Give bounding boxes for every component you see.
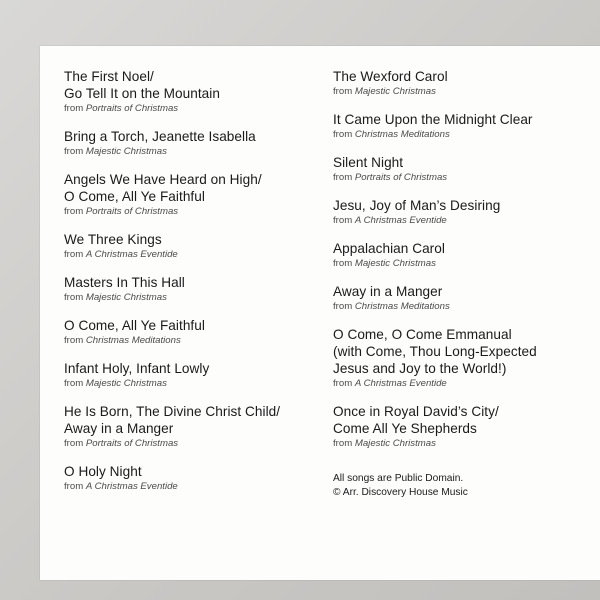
track-title [64,403,334,437]
track-title-line: Away in a Manger [64,421,174,436]
track-list-right-entries [333,68,593,450]
album-name: Majestic Christmas [354,86,436,97]
track-title-line: We Three Kings [64,232,162,247]
album-name: Portraits of Christmas [85,438,179,449]
track-source [64,377,334,390]
source-prefix: from [333,215,353,226]
track-title [64,231,334,248]
track-title-line: Jesu, Joy of Man’s Desiring [333,198,501,213]
track-title-line: (with Come, Thou Long-Expected [333,344,537,359]
track-title-line: It Came Upon the Midnight Clear [333,112,533,127]
arrangement-credit: © Arr. Discovery House Music [333,487,468,498]
track-title-line: Come All Ye Shepherds [333,421,477,436]
source-prefix: from [64,335,84,346]
track-entry [64,231,334,261]
track-title-line: Go Tell It on the Mountain [64,86,220,101]
track-entry [333,283,593,313]
source-prefix: from [64,292,84,303]
source-prefix: from [333,378,353,389]
source-prefix: from [64,206,84,217]
album-name: Majestic Christmas [85,292,167,303]
track-source [64,334,334,347]
track-source [333,437,593,450]
track-title [333,403,593,437]
track-title [64,128,334,145]
track-source [64,205,334,218]
album-name: Portraits of Christmas [85,103,179,114]
track-source [64,145,334,158]
liner-notes-page [40,46,600,580]
track-entry [333,68,593,98]
track-list-left [64,68,334,506]
track-title-line: Jesus and Joy to the World!) [333,361,507,376]
track-source [333,171,593,184]
track-title [64,360,334,377]
track-entry [64,171,334,218]
source-prefix: from [64,103,84,114]
track-title-line: O Come, All Ye Faithful [64,189,205,204]
track-source [64,291,334,304]
source-prefix: from [333,301,353,312]
track-entry [64,360,334,390]
track-entry [333,111,593,141]
track-source [333,85,593,98]
track-entry [64,274,334,304]
album-name: Majestic Christmas [85,146,167,157]
track-title-line: O Holy Night [64,464,142,479]
album-name: A Christmas Eventide [354,215,447,226]
track-entry [64,128,334,158]
album-name: Christmas Meditations [354,129,450,140]
track-title-line: Infant Holy, Infant Lowly [64,361,210,376]
track-title [333,68,593,85]
track-title-line: Silent Night [333,155,404,170]
track-title [333,326,593,377]
track-entry [333,197,593,227]
track-title-line: O Come, O Come Emmanual [333,327,512,342]
album-name: Portraits of Christmas [85,206,179,217]
track-title-line: Bring a Torch, Jeanette Isabella [64,129,256,144]
track-title-line: Appalachian Carol [333,241,445,256]
track-title [333,154,593,171]
track-title [64,463,334,480]
track-source [64,248,334,261]
album-name: A Christmas Eventide [354,378,447,389]
track-source [64,437,334,450]
public-domain-note: All songs are Public Domain. [333,473,464,484]
album-name: Christmas Meditations [354,301,450,312]
track-source [333,128,593,141]
track-title-line: He Is Born, The Divine Christ Child/ [64,404,281,419]
credits-notes [333,472,593,500]
album-name: Portraits of Christmas [354,172,448,183]
track-title-line: The Wexford Carol [333,69,448,84]
track-source [64,102,334,115]
track-title-line: The First Noel/ [64,69,154,84]
track-entry [64,317,334,347]
track-title-line: Once in Royal David’s City/ [333,404,499,419]
track-title-line: Angels We Have Heard on High/ [64,172,262,187]
album-name: Majestic Christmas [354,438,436,449]
track-entry [333,326,593,390]
track-title [333,283,593,300]
track-list-right [333,68,593,500]
track-source [333,257,593,270]
source-prefix: from [333,172,353,183]
source-prefix: from [64,481,84,492]
track-source [333,377,593,390]
track-entry [333,240,593,270]
album-name: Majestic Christmas [354,258,436,269]
track-entry [333,403,593,450]
track-title [333,240,593,257]
track-title-line: Away in a Manger [333,284,443,299]
source-prefix: from [333,258,353,269]
source-prefix: from [64,146,84,157]
source-prefix: from [333,86,353,97]
track-title [64,274,334,291]
track-entry [333,154,593,184]
track-title [64,171,334,205]
track-title-line: O Come, All Ye Faithful [64,318,205,333]
album-name: A Christmas Eventide [85,249,178,260]
source-prefix: from [64,249,84,260]
album-name: Christmas Meditations [85,335,181,346]
source-prefix: from [333,129,353,140]
track-source [333,300,593,313]
track-title [333,111,593,128]
track-entry [64,463,334,493]
source-prefix: from [64,438,84,449]
track-entry [64,68,334,115]
track-title [333,197,593,214]
source-prefix: from [333,438,353,449]
track-title [64,68,334,102]
track-source [64,480,334,493]
track-entry [64,403,334,450]
track-source [333,214,593,227]
album-name: Majestic Christmas [85,378,167,389]
track-title-line: Masters In This Hall [64,275,185,290]
source-prefix: from [64,378,84,389]
album-name: A Christmas Eventide [85,481,178,492]
track-title [64,317,334,334]
